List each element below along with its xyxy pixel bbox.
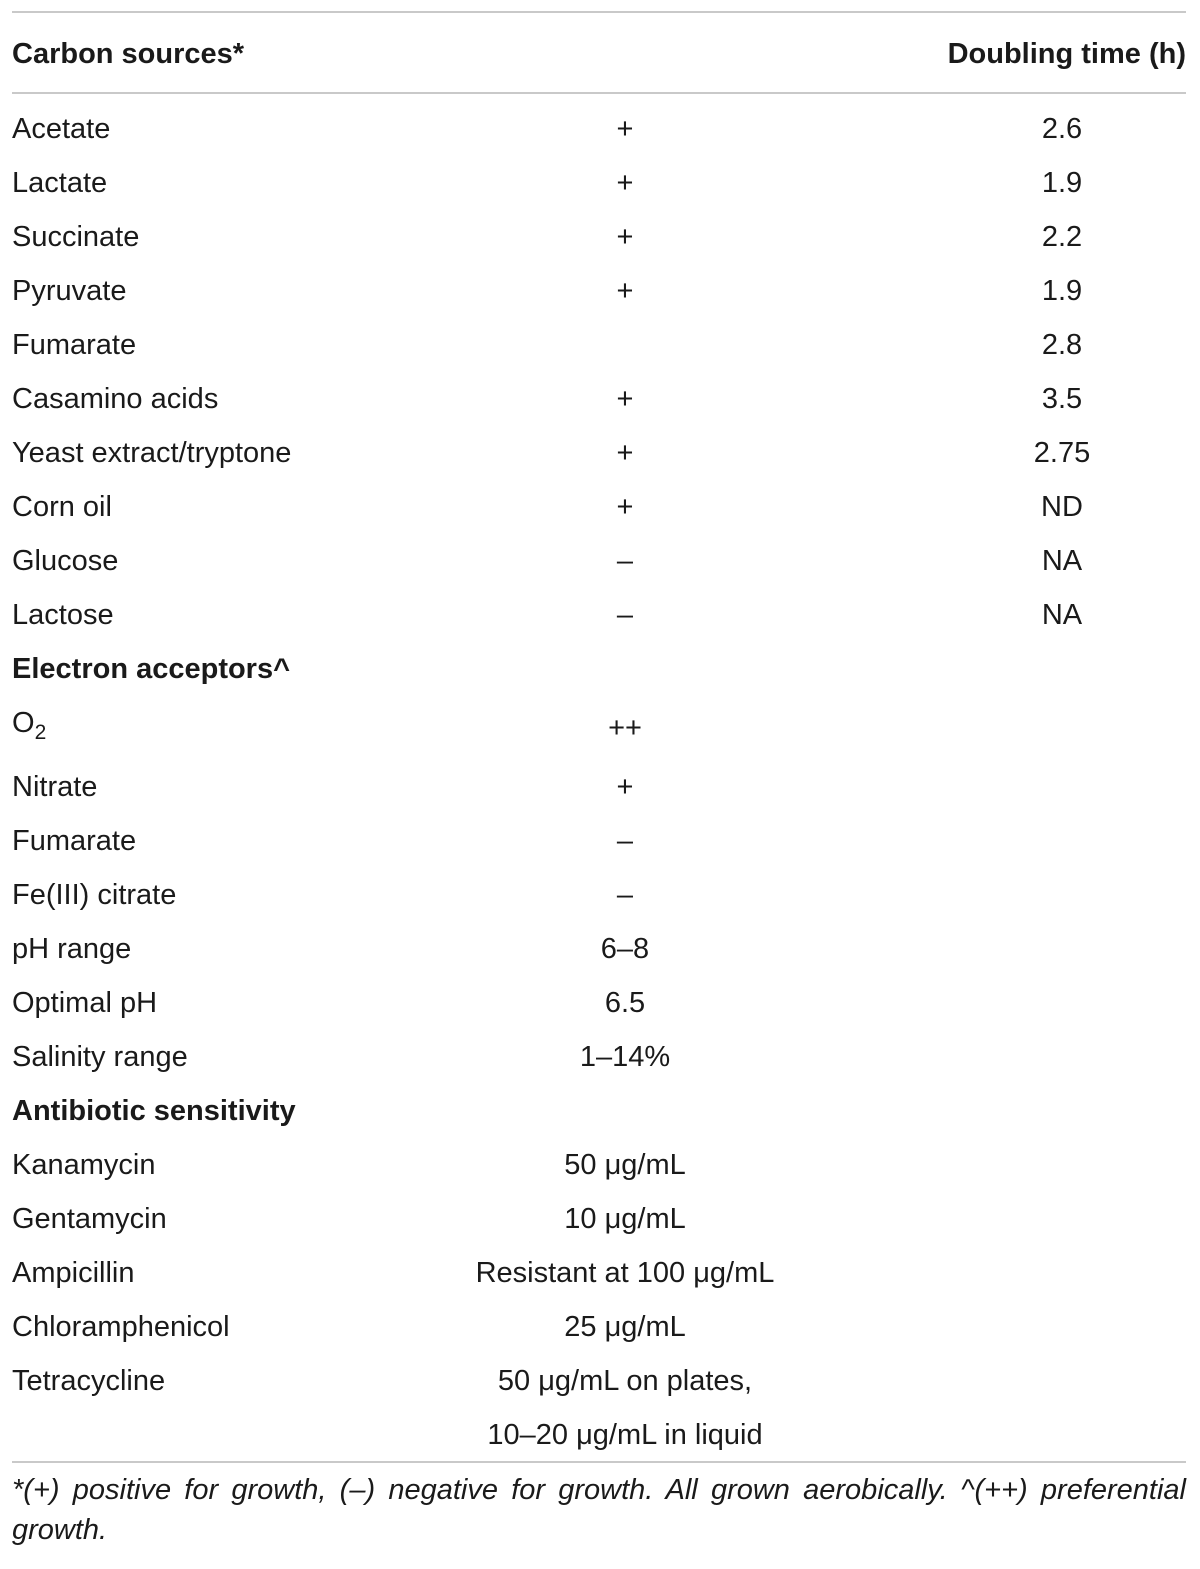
table-row <box>12 976 1186 1030</box>
row-name: Glucose <box>12 545 119 577</box>
row-doubling-time: 3.5 <box>1041 383 1083 415</box>
row-growth: + <box>616 491 634 523</box>
row-doubling-time: 2.6 <box>1041 113 1083 145</box>
table-row <box>12 760 1186 814</box>
table-row <box>12 1246 1186 1300</box>
table-row <box>12 868 1186 922</box>
row-name: Succinate <box>12 221 140 253</box>
row-value: 25 μg/mL <box>564 1311 686 1343</box>
row-growth: + <box>616 275 634 307</box>
table-row <box>12 696 1186 760</box>
row-doubling-time: 2.8 <box>1041 329 1083 361</box>
table-footnote: *(+) positive for growth, (–) negative for growth. All grown aerobically. ^(++) preferential growth. <box>12 1474 1186 1546</box>
row-name: Chloramphenicol <box>12 1311 230 1343</box>
table-row <box>12 264 1186 318</box>
table-row <box>12 1300 1186 1354</box>
section-header-row <box>12 642 1186 696</box>
table-row <box>12 1138 1186 1192</box>
table-row <box>12 534 1186 588</box>
row-name-o2: $O_2$ <box>12 707 47 744</box>
row-name: Pyruvate <box>12 275 127 307</box>
row-name: Kanamycin <box>12 1149 156 1181</box>
row-value: 6–8 <box>600 933 650 965</box>
table-row <box>12 92 1186 156</box>
bottom-rule <box>12 1461 1186 1463</box>
row-name: Salinity range <box>12 1041 188 1073</box>
row-doubling-time: 1.9 <box>1041 167 1083 199</box>
section-title-electron-acceptors: Electron acceptors^ <box>12 653 291 685</box>
table-row <box>12 318 1186 372</box>
row-growth: – <box>616 545 634 577</box>
table-row <box>12 426 1186 480</box>
row-growth: + <box>616 771 634 803</box>
col-header-carbon-sources: Carbon sources* <box>12 37 245 70</box>
row-name: Yeast extract/tryptone <box>12 437 292 469</box>
row-value: 1–14% <box>579 1041 671 1073</box>
row-name: Fumarate <box>12 329 137 361</box>
section-title-antibiotic-sensitivity: Antibiotic sensitivity <box>12 1095 296 1127</box>
row-growth: ++ <box>608 712 642 744</box>
table-row <box>12 814 1186 868</box>
table-row <box>12 1192 1186 1246</box>
row-growth: – <box>616 825 634 857</box>
table-row <box>12 156 1186 210</box>
row-doubling-time: NA <box>1041 545 1083 577</box>
table-row <box>12 922 1186 976</box>
row-name: Lactate <box>12 167 108 199</box>
table-row <box>12 1354 1186 1462</box>
row-doubling-time: 1.9 <box>1041 275 1083 307</box>
row-growth: + <box>616 221 634 253</box>
row-growth <box>472 318 778 372</box>
table-row <box>12 480 1186 534</box>
row-doubling-time: 2.75 <box>1033 437 1091 469</box>
row-growth: + <box>616 383 634 415</box>
table-row <box>12 1030 1186 1084</box>
section-header-row <box>12 1084 1186 1138</box>
row-name: pH range <box>12 933 132 965</box>
row-growth: – <box>616 599 634 631</box>
row-name: Optimal pH <box>12 987 158 1019</box>
header-row <box>12 15 1186 92</box>
row-name: Lactose <box>12 599 114 631</box>
row-growth: + <box>616 113 634 145</box>
row-value: 6.5 <box>604 987 646 1019</box>
row-name: Acetate <box>12 113 111 145</box>
row-value-tetracycline: 50 μg/mL on plates, 10–20 μg/mL in liquid <box>487 1365 763 1451</box>
row-value: 10 μg/mL <box>564 1203 686 1235</box>
row-growth: + <box>616 437 634 469</box>
row-name: Casamino acids <box>12 383 219 415</box>
row-name: Nitrate <box>12 771 98 803</box>
row-growth: – <box>616 879 634 911</box>
table-row <box>12 210 1186 264</box>
col-header-doubling-time: Doubling time (h) <box>947 37 1186 70</box>
row-doubling-time: NA <box>1041 599 1083 631</box>
top-rule <box>12 11 1186 13</box>
row-name: Tetracycline <box>12 1365 166 1397</box>
row-value: 50 μg/mL <box>564 1149 686 1181</box>
row-growth: + <box>616 167 634 199</box>
table-row <box>12 372 1186 426</box>
row-name: Fumarate <box>12 825 137 857</box>
table-row <box>12 588 1186 642</box>
row-doubling-time: 2.2 <box>1041 221 1083 253</box>
row-name: Fe(III) citrate <box>12 879 177 911</box>
row-value: Resistant at 100 μg/mL <box>475 1257 775 1289</box>
row-name: Corn oil <box>12 491 112 523</box>
row-doubling-time: ND <box>1041 491 1083 523</box>
row-name: Ampicillin <box>12 1257 135 1289</box>
row-name: Gentamycin <box>12 1203 167 1235</box>
growth-characteristics-table <box>12 15 1186 1462</box>
